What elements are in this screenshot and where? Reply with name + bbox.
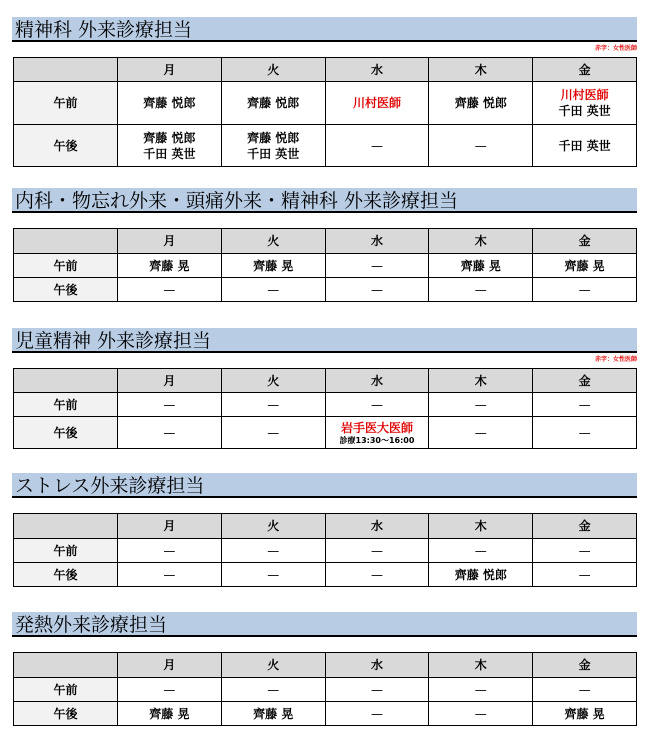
doctor-cell: 齊藤 晃 (533, 254, 637, 278)
period-label-pm: 午後 (14, 417, 118, 449)
doctor-cell: 齊藤 悦郎 (118, 82, 222, 125)
doctor-cell: — (429, 702, 533, 726)
doctor-cell: — (429, 539, 533, 563)
day-header: 水 (325, 653, 429, 678)
doctor-cell: — (325, 125, 429, 167)
doctor-cell: — (118, 417, 222, 449)
day-header: 水 (325, 514, 429, 539)
doctor-cell: — (429, 393, 533, 417)
schedule-table (13, 513, 637, 587)
day-header: 水 (325, 58, 429, 82)
am-row (14, 539, 637, 563)
doctor-cell: — (118, 563, 222, 587)
doctor-cell: 齊藤 悦郎 千田 英世 (221, 125, 325, 167)
doctor-cell: — (429, 678, 533, 702)
doctor-cell: — (221, 393, 325, 417)
schedule-table (13, 228, 637, 302)
section-title: 発熱外来診療担当 (12, 612, 637, 637)
female-doctor-note: 赤字：女性医師 (594, 356, 637, 363)
header-row (14, 229, 637, 254)
period-label-pm: 午後 (14, 278, 118, 302)
section-child-psychiatry (12, 328, 637, 445)
doctor-cell: 齊藤 悦郎 (221, 82, 325, 125)
doctor-cell: 齊藤 晃 (221, 702, 325, 726)
am-row (14, 393, 637, 417)
female-doctor-note: 赤字：女性医師 (594, 45, 637, 52)
day-header: 火 (221, 58, 325, 82)
doctor-cell: — (325, 539, 429, 563)
doctor-cell: — (221, 539, 325, 563)
am-row (14, 254, 637, 278)
period-label-am: 午前 (14, 678, 118, 702)
doctor-cell: — (221, 678, 325, 702)
section-stress-clinic (12, 473, 637, 582)
corner-cell (14, 58, 118, 82)
doctor-cell: 齊藤 悦郎 (429, 563, 533, 587)
am-row (14, 678, 637, 702)
doctor-cell: 齊藤 晃 (533, 702, 637, 726)
schedule-table (13, 368, 637, 449)
corner-cell (14, 514, 118, 539)
section-title: 精神科 外来診療担当 (12, 17, 637, 42)
day-header: 火 (221, 653, 325, 678)
day-header: 木 (429, 369, 533, 393)
doctor-cell: — (429, 278, 533, 302)
doctor-cell: 岩手医大医師 診療13:30～16:00 (325, 417, 429, 449)
doctor-cell: — (118, 393, 222, 417)
section-psychiatry (12, 17, 637, 161)
doctor-cell: — (533, 678, 637, 702)
doctor-cell: 千田 英世 (533, 125, 637, 167)
pm-row (14, 278, 637, 302)
doctor-cell: 齊藤 晃 (118, 254, 222, 278)
day-header: 月 (118, 229, 222, 254)
doctor-cell: 齊藤 晃 (118, 702, 222, 726)
day-header: 金 (533, 653, 637, 678)
day-header: 木 (429, 514, 533, 539)
doctor-cell: — (325, 563, 429, 587)
section-title: 児童精神 外来診療担当 (12, 328, 637, 353)
day-header: 木 (429, 229, 533, 254)
period-label-am: 午前 (14, 254, 118, 278)
day-header: 火 (221, 229, 325, 254)
schedule-table (13, 652, 637, 726)
doctor-cell: — (533, 417, 637, 449)
doctor-cell: — (533, 539, 637, 563)
day-header: 月 (118, 514, 222, 539)
schedule-table (13, 57, 637, 167)
section-internal-medicine (12, 188, 637, 297)
day-header: 水 (325, 369, 429, 393)
day-header: 木 (429, 653, 533, 678)
corner-cell (14, 229, 118, 254)
section-title: ストレス外来診療担当 (12, 473, 637, 498)
doctor-cell: — (533, 563, 637, 587)
day-header: 金 (533, 369, 637, 393)
section-fever-clinic (12, 612, 637, 721)
doctor-cell: — (221, 278, 325, 302)
period-label-am: 午前 (14, 82, 118, 125)
section-title: 内科・物忘れ外来・頭痛外来・精神科 外来診療担当 (12, 188, 637, 213)
doctor-cell: — (118, 678, 222, 702)
day-header: 金 (533, 229, 637, 254)
pm-row (14, 125, 637, 167)
header-row (14, 653, 637, 678)
day-header: 水 (325, 229, 429, 254)
day-header: 金 (533, 514, 637, 539)
pm-row (14, 417, 637, 449)
doctor-cell: 齊藤 悦郎 (429, 82, 533, 125)
period-label-pm: 午後 (14, 563, 118, 587)
period-label-pm: 午後 (14, 125, 118, 167)
doctor-cell: — (118, 539, 222, 563)
doctor-cell: — (325, 254, 429, 278)
doctor-cell: 川村医師 (325, 82, 429, 125)
doctor-cell: 川村医師 千田 英世 (533, 82, 637, 125)
doctor-cell: — (221, 563, 325, 587)
doctor-cell: — (533, 393, 637, 417)
header-row (14, 58, 637, 82)
day-header: 月 (118, 58, 222, 82)
day-header: 火 (221, 369, 325, 393)
pm-row (14, 702, 637, 726)
doctor-cell: — (429, 417, 533, 449)
period-label-pm: 午後 (14, 702, 118, 726)
doctor-cell: — (533, 278, 637, 302)
header-row (14, 514, 637, 539)
day-header: 月 (118, 369, 222, 393)
doctor-cell: — (118, 278, 222, 302)
day-header: 月 (118, 653, 222, 678)
doctor-cell: 齊藤 晃 (221, 254, 325, 278)
doctor-cell: — (429, 125, 533, 167)
corner-cell (14, 653, 118, 678)
period-label-am: 午前 (14, 539, 118, 563)
pm-row (14, 563, 637, 587)
corner-cell (14, 369, 118, 393)
doctor-cell: — (325, 702, 429, 726)
doctor-cell: 齊藤 悦郎 千田 英世 (118, 125, 222, 167)
doctor-cell: — (325, 393, 429, 417)
day-header: 木 (429, 58, 533, 82)
period-label-am: 午前 (14, 393, 118, 417)
doctor-cell: — (221, 417, 325, 449)
doctor-cell: 齊藤 晃 (429, 254, 533, 278)
doctor-cell: — (325, 678, 429, 702)
doctor-cell: — (325, 278, 429, 302)
am-row (14, 82, 637, 125)
day-header: 金 (533, 58, 637, 82)
header-row (14, 369, 637, 393)
day-header: 火 (221, 514, 325, 539)
